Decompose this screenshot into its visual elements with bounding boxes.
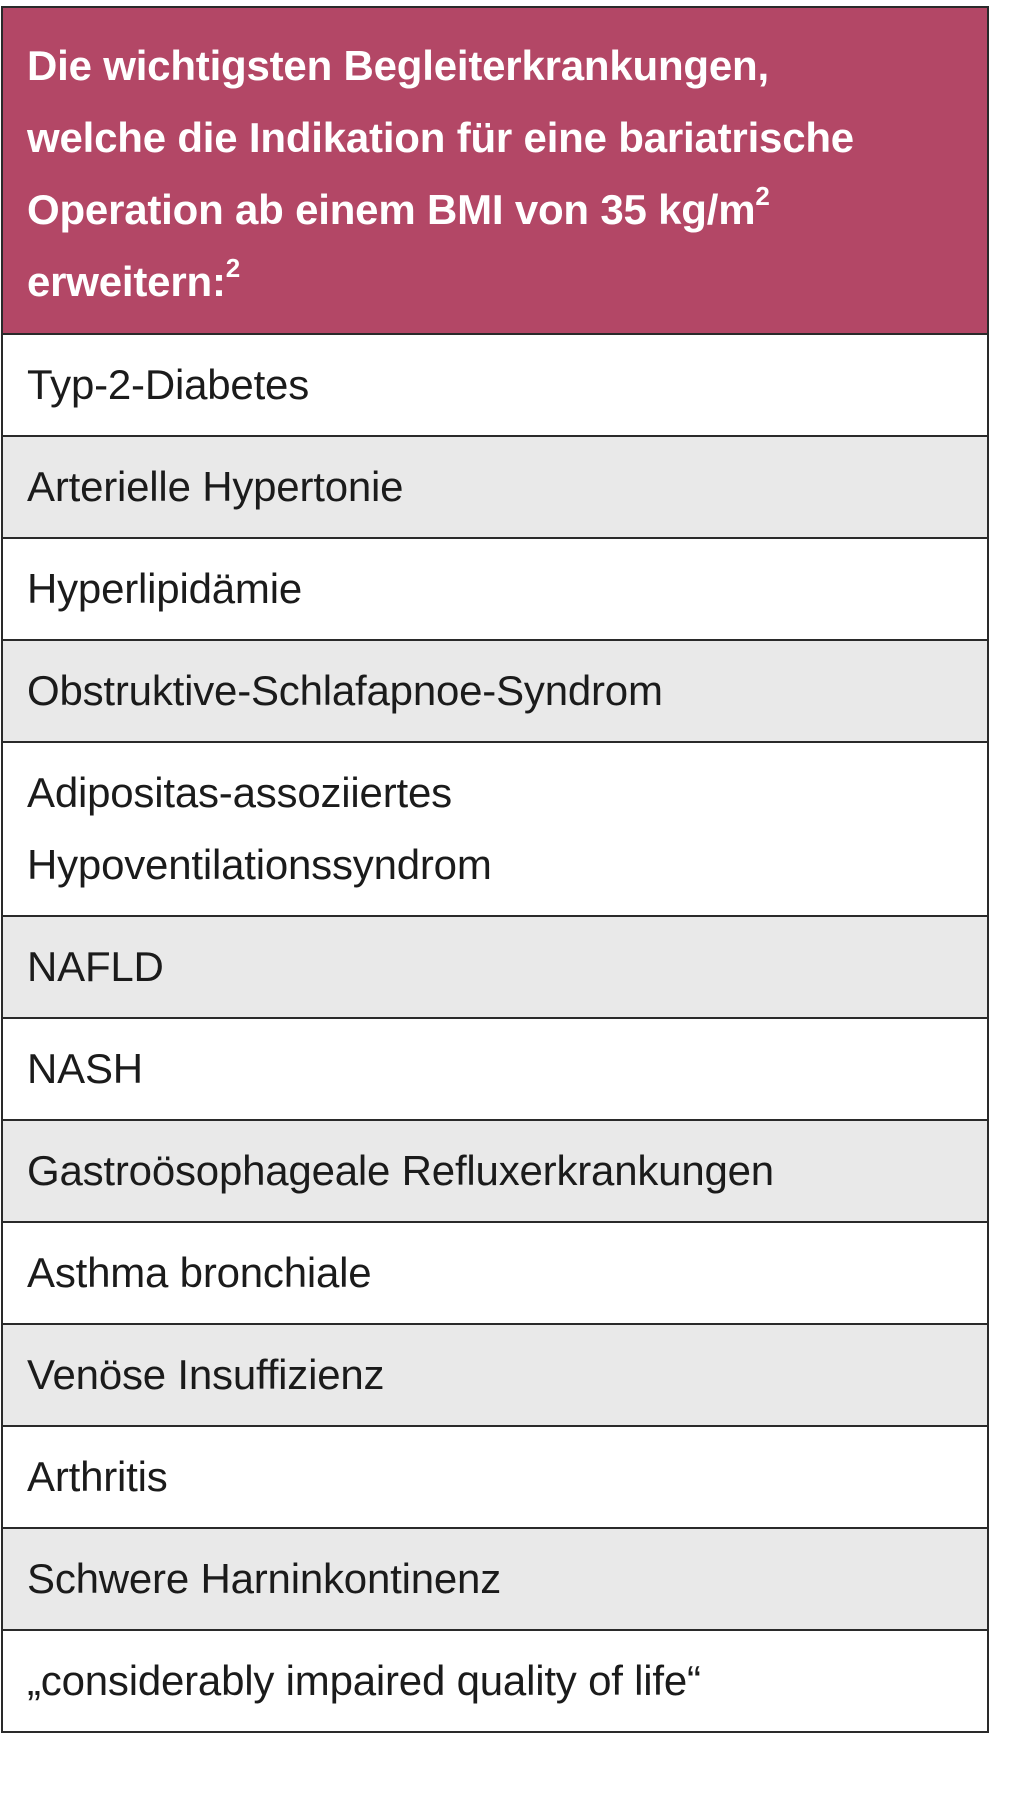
comorbidities-table	[1, 6, 989, 1733]
table-row	[3, 539, 987, 641]
row-label: Venöse Insuffizienz	[27, 1351, 385, 1398]
table-header	[3, 8, 987, 335]
table-row	[3, 437, 987, 539]
table-row	[3, 1631, 987, 1731]
row-label: Asthma bronchiale	[27, 1249, 372, 1296]
header-line-4	[27, 246, 963, 318]
header-line-3	[27, 174, 963, 246]
table-row	[3, 1325, 987, 1427]
row-label: Typ-2-Diabetes	[27, 361, 309, 408]
row-label: Arthritis	[27, 1453, 168, 1500]
table-row	[3, 1427, 987, 1529]
row-label: NASH	[27, 1045, 143, 1092]
header-line-3-text: Operation ab einem BMI von 35 kg/m	[27, 186, 756, 233]
table-row	[3, 335, 987, 437]
table-row	[3, 1529, 987, 1631]
row-label: Obstruktive-Schlafapnoe-Syndrom	[27, 667, 663, 714]
header-line-1: Die wichtigsten Begleiterkrankungen,	[27, 42, 769, 89]
row-label: Arterielle Hypertonie	[27, 463, 404, 510]
table-row	[3, 743, 987, 917]
row-label	[27, 757, 492, 901]
header-line-3-superscript: 2	[755, 181, 770, 211]
table-row	[3, 1019, 987, 1121]
row-label: Hyperlipidämie	[27, 565, 302, 612]
row-label-line-2: Hypoventilationssyndrom	[27, 841, 492, 888]
table-row	[3, 917, 987, 1019]
row-label: NAFLD	[27, 943, 164, 990]
row-label: Gastroösophageale Refluxerkrankungen	[27, 1147, 774, 1194]
row-label-line-1: Adipositas-assoziiertes	[27, 769, 452, 816]
row-label: Schwere Harninkontinenz	[27, 1555, 501, 1602]
table-row	[3, 1121, 987, 1223]
header-line-2: welche die Indikation für eine bariatrische	[27, 114, 854, 161]
header-line-4-text: erweitern:	[27, 258, 226, 305]
table-row	[3, 1223, 987, 1325]
table-row	[3, 641, 987, 743]
header-line-4-superscript: 2	[225, 253, 240, 283]
row-label: „considerably impaired quality of life“	[27, 1657, 701, 1704]
